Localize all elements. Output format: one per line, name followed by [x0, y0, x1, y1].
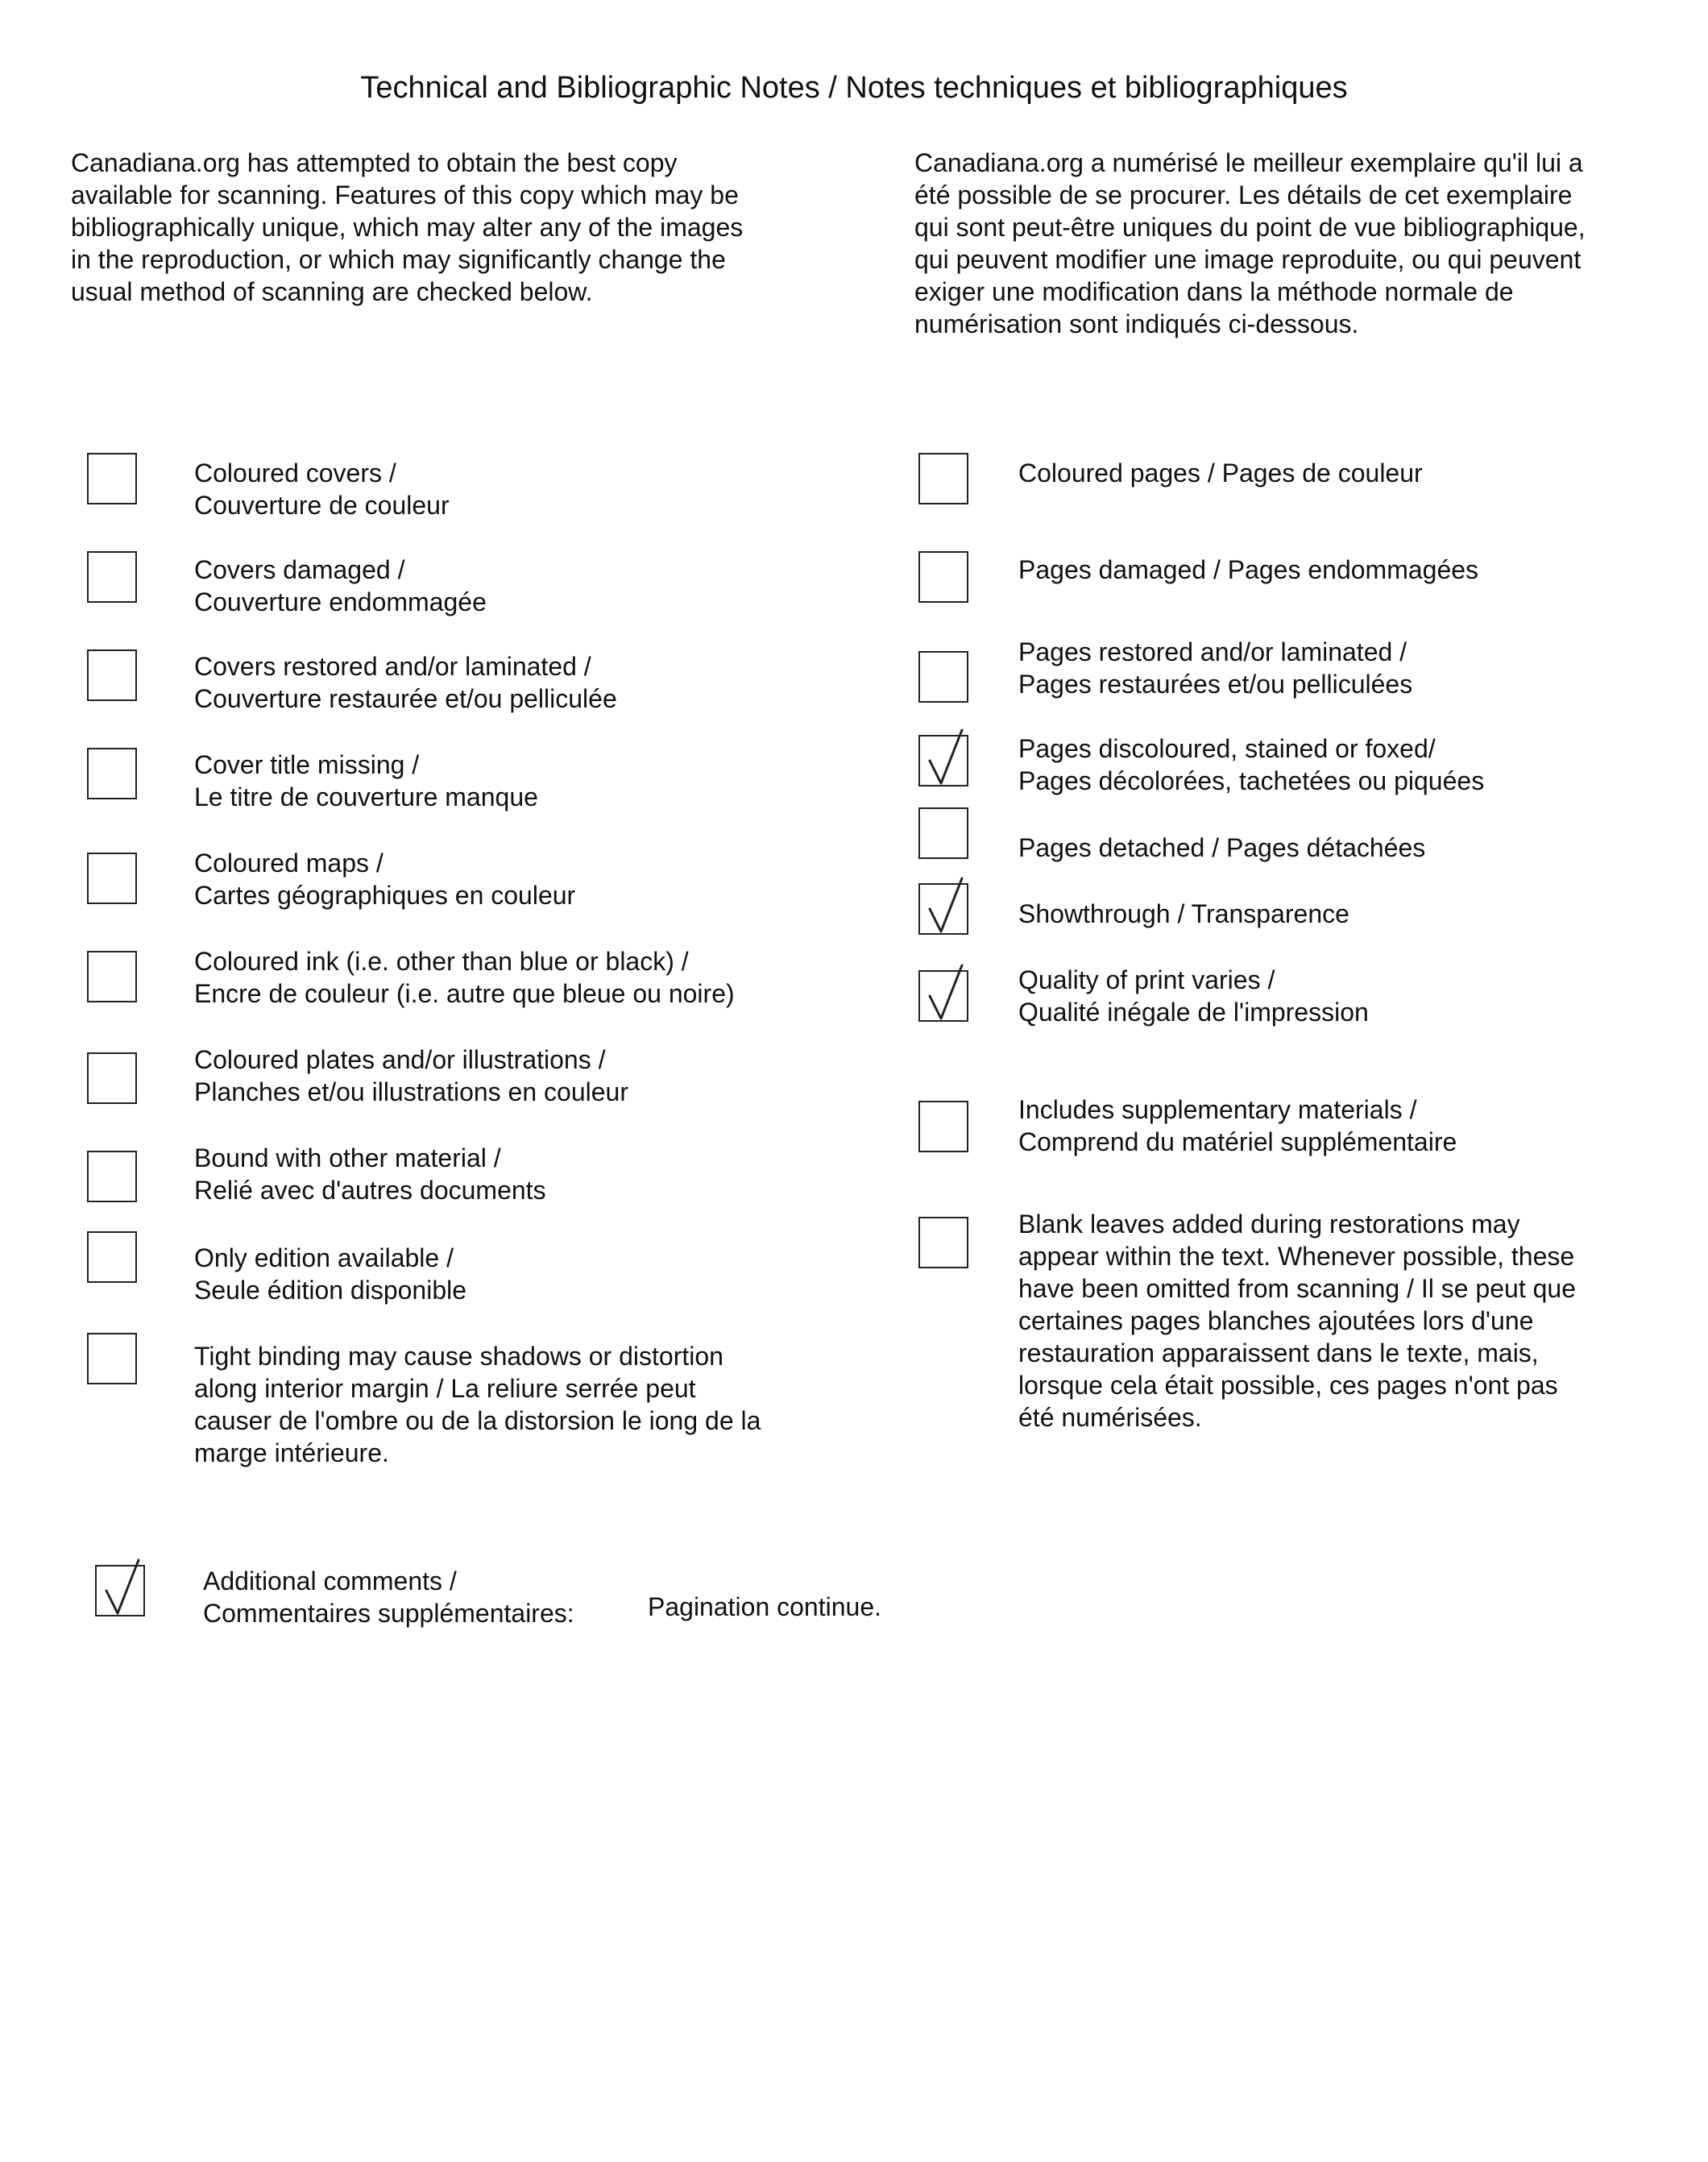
- right-checkbox-5[interactable]: [918, 807, 968, 859]
- item-label-line: have been omitted from scanning / Il se peut que: [1018, 1274, 1576, 1303]
- page-title: Technical and Bibliographic Notes / Notes techniques et bibliographiques: [360, 71, 1348, 105]
- item-label-line: Planches et/ou illustrations en couleur: [194, 1077, 628, 1106]
- intro-fr-line: qui peuvent modifier une image reproduite, ou qui peuvent: [914, 245, 1582, 274]
- left-item-label-4: [194, 749, 538, 813]
- right-item-label-9: [1018, 1208, 1576, 1434]
- item-label-line: Coloured plates and/or illustrations /: [194, 1045, 606, 1074]
- left-item-label-8: [194, 1142, 546, 1206]
- item-label-line: Encre de couleur (i.e. autre que bleue ou noire): [194, 979, 735, 1008]
- item-label-line: marge intérieure.: [194, 1438, 389, 1467]
- item-label-line: Seule édition disponible: [194, 1276, 467, 1305]
- intro-fr-line: Canadiana.org a numérisé le meilleur exemplaire qu'il lui a: [914, 148, 1583, 177]
- right-item-label-7: [1018, 964, 1369, 1028]
- comments-value: Pagination continue.: [648, 1592, 881, 1621]
- right-item-label-1: [1018, 457, 1423, 489]
- item-label-line: Blank leaves added during restorations may: [1018, 1210, 1520, 1239]
- item-label-line: Pages décolorées, tachetées ou piquées: [1018, 766, 1485, 795]
- item-label-line: Showthrough / Transparence: [1018, 899, 1349, 928]
- item-label-line: Coloured ink (i.e. other than blue or black) /: [194, 947, 689, 976]
- item-label-line: Coloured maps /: [194, 849, 383, 878]
- item-label-line: Cover title missing /: [194, 750, 420, 779]
- left-item-label-7: [194, 1044, 628, 1108]
- item-label-line: Pages detached / Pages détachées: [1018, 833, 1426, 862]
- item-label-line: Coloured covers /: [194, 459, 396, 488]
- right-checkbox-1[interactable]: [918, 453, 968, 504]
- left-item-label-10: [194, 1340, 761, 1469]
- right-checkbox-7[interactable]: [918, 970, 968, 1022]
- right-item-label-6: [1018, 898, 1349, 930]
- item-label-line: Coloured pages / Pages de couleur: [1018, 459, 1423, 488]
- left-item-label-1: [194, 457, 450, 521]
- right-checkbox-2[interactable]: [918, 551, 968, 603]
- left-checkbox-5[interactable]: [87, 853, 137, 904]
- right-item-label-5: [1018, 832, 1425, 864]
- right-checkbox-4[interactable]: [918, 735, 968, 786]
- right-item-label-4: [1018, 732, 1484, 797]
- item-label-line: Couverture de couleur: [194, 491, 450, 520]
- item-label-line: Only edition available /: [194, 1243, 454, 1272]
- item-label-line: appear within the text. Whenever possible, these: [1018, 1242, 1575, 1271]
- checkmark-icon: [920, 972, 970, 1023]
- item-label-line: Additional comments /: [203, 1567, 457, 1596]
- comments-checkbox-1[interactable]: [95, 1565, 145, 1616]
- right-checkbox-8[interactable]: [918, 1101, 968, 1152]
- item-label-line: Commentaires supplémentaires:: [203, 1599, 574, 1628]
- item-label-line: restauration apparaissent dans le texte, mais,: [1018, 1338, 1539, 1367]
- left-checkbox-3[interactable]: [87, 649, 137, 701]
- intro-en-line: Canadiana.org has attempted to obtain the best copy: [71, 148, 678, 177]
- checkmark-icon: [920, 737, 970, 788]
- item-label-line: Quality of print varies /: [1018, 965, 1275, 994]
- left-item-label-2: [194, 554, 487, 618]
- item-label-line: Cartes géographiques en couleur: [194, 881, 576, 910]
- right-checkbox-9[interactable]: [918, 1217, 968, 1268]
- intro-fr-line: qui sont peut-être uniques du point de vue bibliographique,: [914, 213, 1586, 242]
- left-item-label-6: [194, 945, 735, 1010]
- intro-en-line: in the reproduction, or which may significantly change the: [71, 245, 726, 274]
- left-checkbox-8[interactable]: [87, 1151, 137, 1202]
- left-checkbox-6[interactable]: [87, 951, 137, 1002]
- right-item-label-2: [1018, 554, 1478, 586]
- item-label-line: Le titre de couverture manque: [194, 782, 538, 811]
- intro-english: [71, 147, 743, 308]
- item-label-line: lorsque cela était possible, ces pages n'ont pas: [1018, 1371, 1558, 1400]
- left-item-label-5: [194, 847, 575, 911]
- item-label-line: été numérisées.: [1018, 1403, 1202, 1432]
- checkmark-icon: [97, 1567, 147, 1618]
- comments-item-label-1: [203, 1565, 574, 1629]
- item-label-line: causer de l'ombre ou de la distorsion le iong de la: [194, 1406, 761, 1435]
- intro-en-line: available for scanning. Features of this copy which may be: [71, 181, 739, 210]
- item-label-line: Pages restored and/or laminated /: [1018, 637, 1407, 666]
- item-label-line: Tight binding may cause shadows or distortion: [194, 1342, 723, 1371]
- item-label-line: Bound with other material /: [194, 1143, 501, 1172]
- checkmark-icon: [920, 885, 970, 936]
- right-checkbox-6[interactable]: [918, 883, 968, 935]
- left-checkbox-4[interactable]: [87, 748, 137, 799]
- intro-fr-line: exiger une modification dans la méthode normale de: [914, 277, 1514, 306]
- intro-en-line: bibliographically unique, which may alter any of the images: [71, 213, 744, 242]
- item-label-line: Includes supplementary materials /: [1018, 1095, 1417, 1124]
- item-label-line: Pages restaurées et/ou pelliculées: [1018, 670, 1413, 699]
- right-checkbox-3[interactable]: [918, 651, 968, 703]
- right-item-label-3: [1018, 636, 1412, 700]
- item-label-line: Qualité inégale de l'impression: [1018, 998, 1369, 1027]
- intro-french: [914, 147, 1586, 340]
- left-checkbox-1[interactable]: [87, 453, 137, 504]
- left-checkbox-2[interactable]: [87, 551, 137, 603]
- left-checkbox-7[interactable]: [87, 1052, 137, 1104]
- item-label-line: Pages discoloured, stained or foxed/: [1018, 734, 1436, 763]
- intro-fr-line: été possible de se procurer. Les détails de cet exemplaire: [914, 181, 1573, 210]
- item-label-line: Covers restored and/or laminated /: [194, 652, 591, 681]
- item-label-line: Couverture endommagée: [194, 587, 487, 616]
- left-item-label-3: [194, 650, 617, 715]
- left-checkbox-10[interactable]: [87, 1333, 137, 1384]
- item-label-line: Pages damaged / Pages endommagées: [1018, 555, 1479, 584]
- item-label-line: Couverture restaurée et/ou pelliculée: [194, 684, 617, 713]
- item-label-line: Comprend du matériel supplémentaire: [1018, 1127, 1457, 1156]
- left-item-label-9: [194, 1242, 466, 1306]
- item-label-line: along interior margin / La reliure serrée peut: [194, 1374, 696, 1403]
- item-label-line: Covers damaged /: [194, 555, 405, 584]
- right-item-label-8: [1018, 1093, 1457, 1158]
- left-checkbox-9[interactable]: [87, 1231, 137, 1283]
- item-label-line: Relié avec d'autres documents: [194, 1176, 546, 1205]
- intro-en-line: usual method of scanning are checked below.: [71, 277, 593, 306]
- intro-fr-line: numérisation sont indiqués ci-dessous.: [914, 309, 1359, 338]
- item-label-line: certaines pages blanches ajoutées lors d'une: [1018, 1306, 1534, 1335]
